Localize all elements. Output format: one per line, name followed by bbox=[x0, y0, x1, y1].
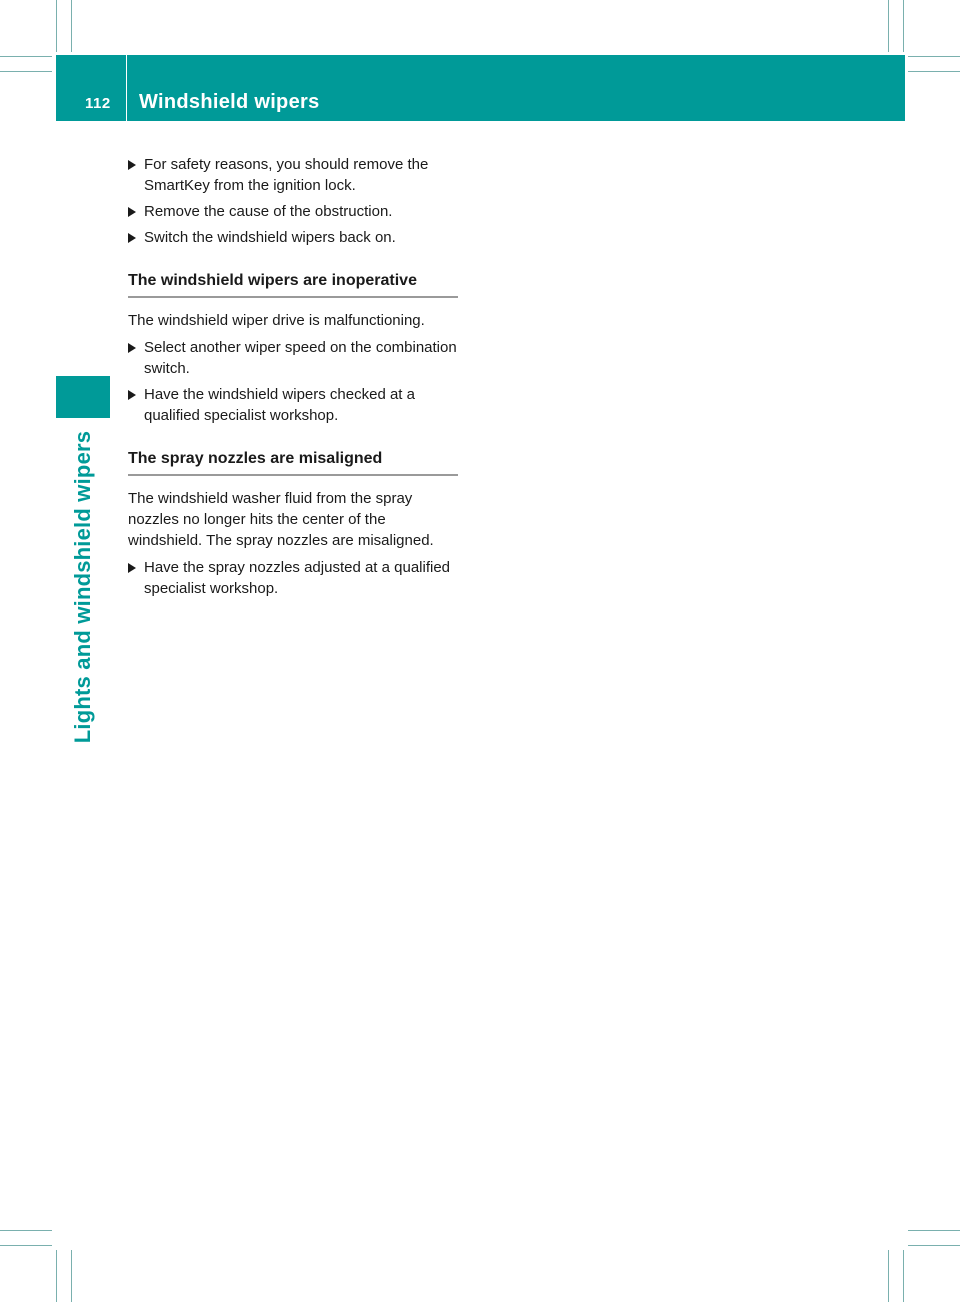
crop-mark bbox=[71, 0, 72, 52]
instruction-step bbox=[128, 227, 464, 248]
page-number: 112 bbox=[85, 95, 111, 112]
subsection-heading: The spray nozzles are misaligned bbox=[128, 448, 458, 476]
arrow-marker-icon bbox=[128, 563, 136, 573]
crop-mark bbox=[908, 71, 960, 72]
step-text: Remove the cause of the obstruction. bbox=[144, 203, 393, 220]
arrow-marker-icon bbox=[128, 233, 136, 243]
crop-mark bbox=[71, 1250, 72, 1302]
chapter-tab bbox=[56, 376, 110, 418]
crop-mark bbox=[908, 1230, 960, 1231]
step-text: For safety reasons, you should remove the SmartKey from the ignition lock. bbox=[144, 156, 429, 194]
arrow-marker-icon bbox=[128, 390, 136, 400]
crop-mark bbox=[0, 71, 52, 72]
crop-mark bbox=[888, 0, 889, 52]
arrow-marker-icon bbox=[128, 207, 136, 217]
crop-mark bbox=[903, 1250, 904, 1302]
section-title: Windshield wipers bbox=[139, 91, 320, 113]
crop-mark bbox=[0, 1230, 52, 1231]
crop-mark bbox=[56, 1250, 57, 1302]
subsection-heading: The windshield wipers are inoperative bbox=[128, 270, 458, 298]
arrow-marker-icon bbox=[128, 343, 136, 353]
instruction-step bbox=[128, 384, 464, 426]
crop-mark bbox=[908, 1245, 960, 1246]
step-text: Have the spray nozzles adjusted at a qualified specialist workshop. bbox=[144, 559, 451, 597]
header-divider bbox=[126, 55, 127, 121]
instruction-step bbox=[128, 557, 464, 599]
crop-mark bbox=[0, 56, 52, 57]
crop-mark bbox=[0, 1245, 52, 1246]
step-text: Switch the windshield wipers back on. bbox=[144, 229, 396, 246]
crop-mark bbox=[56, 0, 57, 52]
instruction-step bbox=[128, 337, 464, 379]
step-text: Have the windshield wipers checked at a qualified specialist workshop. bbox=[144, 386, 415, 424]
instruction-step bbox=[128, 201, 464, 222]
crop-mark bbox=[888, 1250, 889, 1302]
chapter-label: Lights and windshield wipers bbox=[70, 430, 95, 744]
arrow-marker-icon bbox=[128, 160, 136, 170]
instruction-step bbox=[128, 154, 464, 196]
paragraph: The windshield wiper drive is malfunctioning. bbox=[128, 312, 425, 329]
crop-mark bbox=[903, 0, 904, 52]
page-content bbox=[128, 154, 464, 604]
paragraph: The windshield washer fluid from the spray nozzles no longer hits the center of the windshield. The spray nozzles are misaligned. bbox=[128, 490, 434, 549]
step-text: Select another wiper speed on the combination switch. bbox=[144, 339, 457, 377]
crop-mark bbox=[908, 56, 960, 57]
